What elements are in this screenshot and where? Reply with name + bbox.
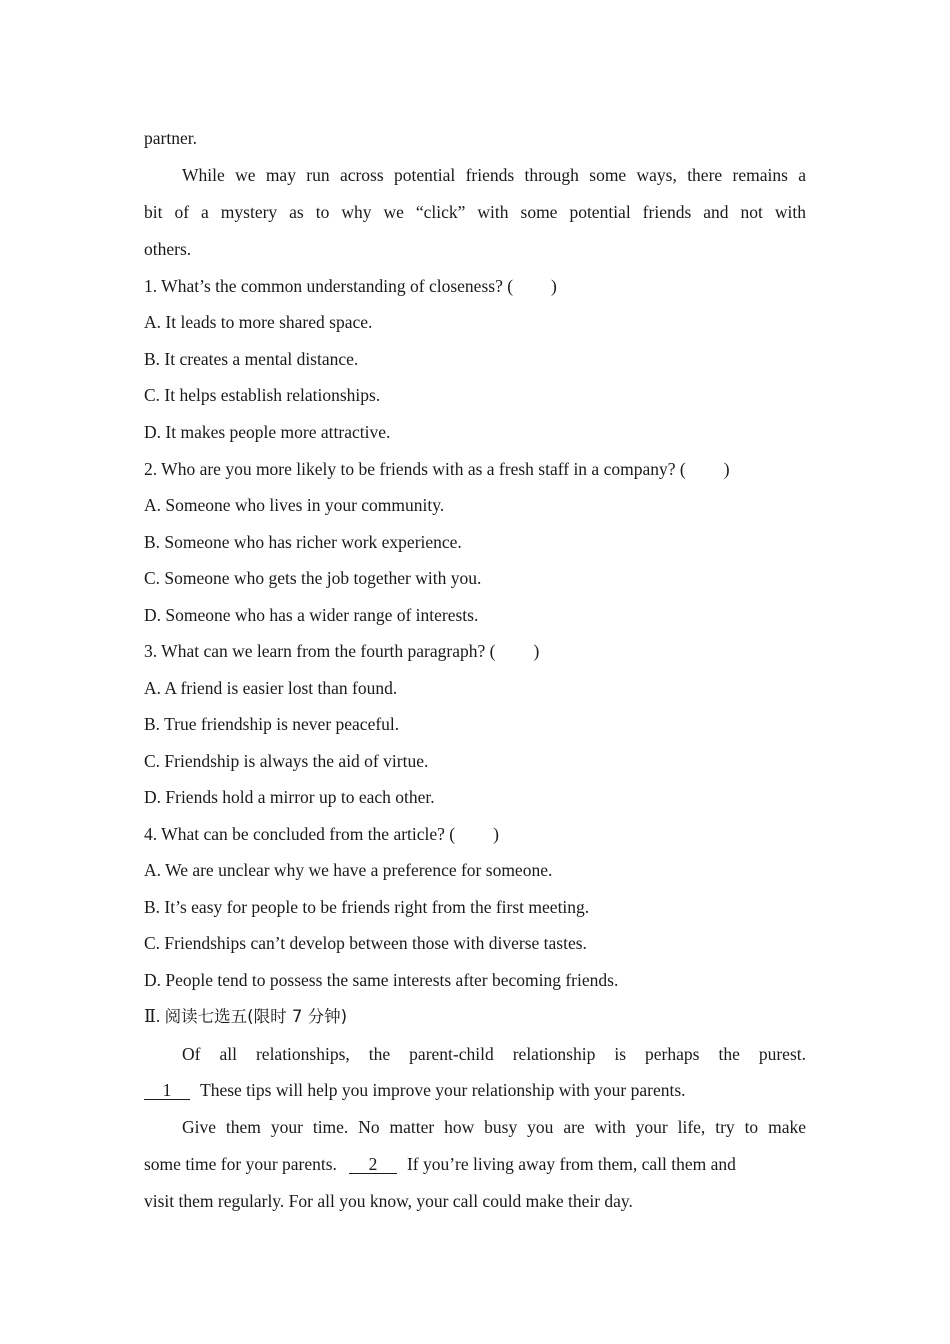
passage-line: Of all relationships, the parent-child relationship is perhaps the purest.	[182, 1044, 806, 1064]
passage-line: others.	[144, 239, 192, 259]
passage-line: some time for your parents. 2 If you’re living away from them, call them and	[144, 1154, 736, 1174]
question-option: B. Someone who has richer work experience.	[144, 532, 462, 552]
answer-blank: 1	[144, 1081, 190, 1100]
passage-line: 1 These tips will help you improve your relationship with your parents.	[144, 1079, 806, 1101]
question-option: A. It leads to more shared space.	[144, 312, 373, 332]
question-option: B. True friendship is never peaceful.	[144, 714, 400, 734]
section-time-note: (限时 7 分钟)	[247, 1007, 348, 1026]
question-option: A. We are unclear why we have a preference for someone.	[144, 860, 553, 880]
passage-line: Give them your time. No matter how busy you are with your life, try to make	[182, 1117, 806, 1137]
question-stem: 2. Who are you more likely to be friends with as a fresh staff in a company? ( )	[144, 459, 730, 479]
section-title: 阅读七选五	[164, 1007, 248, 1026]
question-option: D. Someone who has a wider range of interests.	[144, 605, 479, 625]
passage-line: partner.	[144, 128, 197, 148]
passage-line: While we may run across potential friends through some ways, there remains a	[182, 165, 806, 185]
answer-blank: 2	[349, 1155, 397, 1174]
passage-line: visit them regularly. For all you know, your call could make their day.	[144, 1191, 633, 1211]
question-option: C. Someone who gets the job together with you.	[144, 568, 482, 588]
section-heading: Ⅱ. 阅读七选五(限时 7 分钟)	[144, 1006, 348, 1026]
question-option: D. People tend to possess the same interests after becoming friends.	[144, 970, 619, 990]
question-option: A. Someone who lives in your community.	[144, 495, 445, 515]
question-option: B. It creates a mental distance.	[144, 349, 359, 369]
question-option: D. It makes people more attractive.	[144, 422, 391, 442]
question-option: C. It helps establish relationships.	[144, 385, 381, 405]
passage-line: bit of a mystery as to why we “click” with some potential friends and not with	[144, 202, 806, 222]
question-option: C. Friendships can’t develop between those with diverse tastes.	[144, 933, 587, 953]
question-option: B. It’s easy for people to be friends right from the first meeting.	[144, 897, 590, 917]
question-stem: 3. What can we learn from the fourth paragraph? ( )	[144, 641, 540, 661]
question-option: D. Friends hold a mirror up to each other.	[144, 787, 435, 807]
question-option: C. Friendship is always the aid of virtue.	[144, 751, 429, 771]
question-stem: 1. What’s the common understanding of closeness? ( )	[144, 276, 557, 296]
question-stem: 4. What can be concluded from the article? ( )	[144, 824, 499, 844]
question-option: A. A friend is easier lost than found.	[144, 678, 398, 698]
